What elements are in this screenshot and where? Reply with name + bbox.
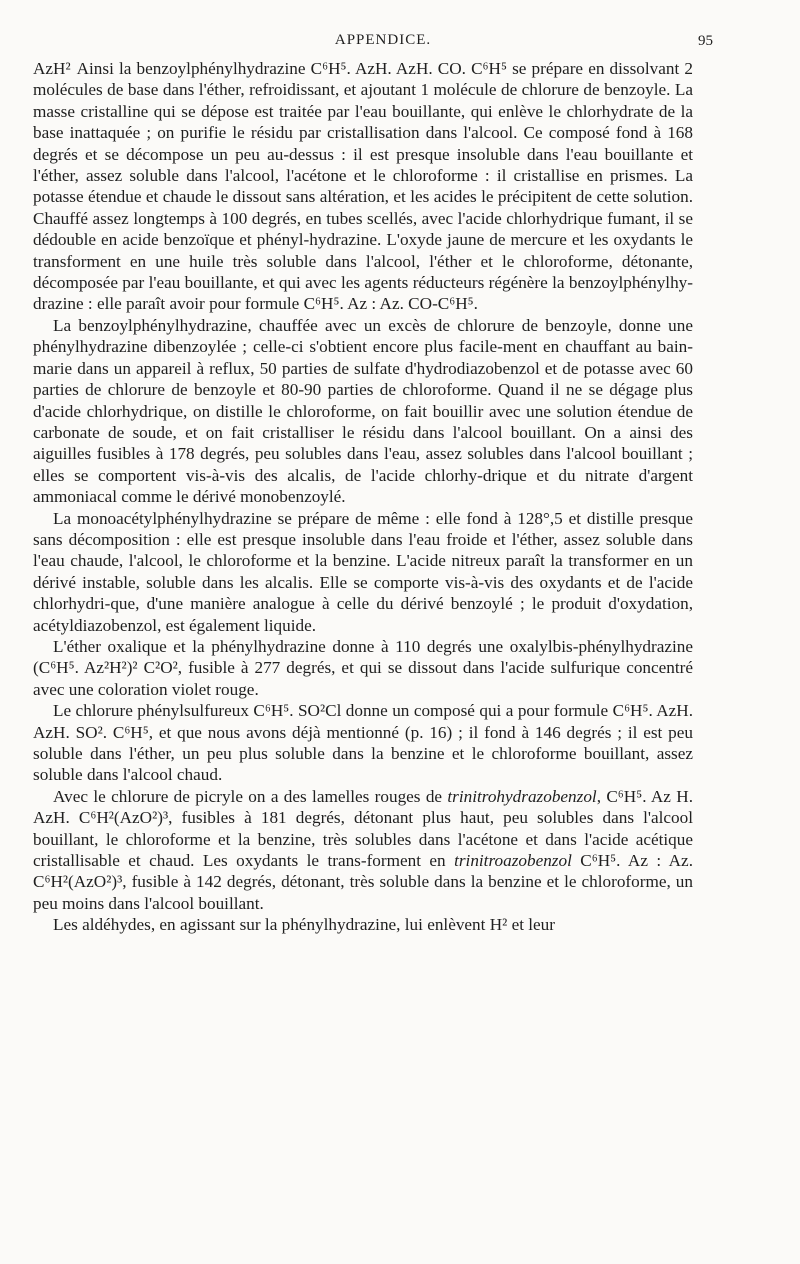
paragraph-text: La monoacétylphénylhydrazine se prépare de même : elle fond à 128°,5 et distille presque sans décomposition : elle est presque insoluble dans l'eau froide et l'éther, assez soluble dans l'eau chaude, l'alcool, le chloroforme et la benzine. L'acide nitreux paraît la transformer en un dérivé instable, soluble dans les alcalis. Elle se comporte vis-à-vis des oxydants et de l'acide chlorhydri-que, d'une manière analogue à celle du dérivé benzoylé ; le produit d'oxydation, acétyldiazobenzol, est également liquide. [33,508,693,635]
page-number: 95 [698,33,713,49]
paragraph-lead: AzH² [33,59,71,78]
paragraph-4 [33,636,693,700]
paragraph-text: , C⁶H⁵. Az H. AzH. C⁶H²(AzO²)³, fusibles à 181 degrés, détonant plus haut, peu solubles dans l'alcool bouillant, le chloroforme et la benzine, très solubles dans l'acétone et dans l'acide acétique cristallisable et chaud. Les oxydants le trans-forment en [33,786,693,871]
paragraph-text: Ainsi la benzoylphénylhydrazine C⁶H⁵. AzH. AzH. CO. C⁶H⁵ se prépare en dissolvant 2 molécules de base dans l'éther, refroidissant, et ajoutant 1 molécule de chlorure de benzoyle. La masse cristalline qui se dépose est traitée par l'eau bouillante, qui enlève le chlorhydrate de la base inattaquée ; on purifie le résidu par cristallisation dans l'alcool. Ce composé fond à 168 degrés et se décompose un peu au-dessus : il est presque insoluble dans l'eau bouillante et l'éther, assez soluble dans l'alcool, l'acétone et le chloroforme : il cristallise en prismes. La potasse étendue et chaude le dissout sans altération, et les acides le précipitent de cette solution. Chauffé assez longtemps à 100 degrés, en tubes scellés, avec l'acide chlorhydrique fumant, il se dédouble en acide benzoïque et phényl-hydrazine. L'oxyde jaune de mercure et les oxydants le transforment en une huile très soluble dans l'alcool, l'éther et le chloroforme, détonante, décomposée par l'eau bouillante, et qui avec les agents réducteurs régénère la benzoylphénylhy-drazine : elle paraît avoir pour formule C⁶H⁵. Az : Az. CO-C⁶H⁵. [33,59,693,314]
paragraph-2 [33,315,693,508]
paragraph-text: Le chlorure phénylsulfureux C⁶H⁵. SO²Cl donne un composé qui a pour formule C⁶H⁵. AzH. AzH. SO². C⁶H⁵, et que nous avons déjà mentionné (p. 16) ; il fond à 146 degrés ; il est peu soluble dans l'éther, un peu plus soluble dans la benzine et le chloroforme bouillant, assez soluble dans l'alcool chaud. [33,701,693,785]
body-text [33,58,693,936]
paragraph-text: L'éther oxalique et la phénylhydrazine donne à 110 degrés une oxalylbis-phénylhydrazine (C⁶H⁵. Az²H²)² C²O², fusible à 277 degrés, et qui se dissout dans l'acide sulfurique concentré avec une coloration violet rouge. [33,636,693,699]
paragraph-5 [33,700,693,786]
paragraph-text: Avec le chlorure de picryle on a des lamelles rouges de [53,786,448,806]
page-header [33,32,713,58]
paragraph-text: La benzoylphénylhydrazine, chauffée avec un excès de chlorure de benzoyle, donne une phénylhydrazine dibenzoylée ; celle-ci s'obtient encore plus facile-ment en chauffant au bain-marie dans un appareil à reflux, 50 parties de sulfate d'hydrodiazobenzol et de potasse avec 60 parties de chlorure de benzoyle et 80-90 parties de chloroforme. Quand il ne se dégage plus d'acide chlorhydrique, on distille le chloroforme, on fait bouillir avec une solution étendue de carbonate de soude, et on fait cristalliser le résidu dans l'alcool bouillant. On a ainsi des aiguilles fusibles à 178 degrés, peu solubles dans l'eau, assez solubles dans l'alcool bouillant ; elles se comportent vis-à-vis des alcalis, de l'acide chlorhy-drique et du nitrate d'argent ammoniacal comme le dérivé monobenzoylé. [33,315,693,507]
compound-name: trinitrohydrazobenzol [447,786,597,806]
paragraph-6 [33,786,693,914]
paragraph-text: Les aldéhydes, en agissant sur la phénylhydrazine, lui enlèvent H² et leur [53,915,555,935]
paragraph-3 [33,508,693,636]
compound-name: trinitroazobenzol [454,851,572,871]
paragraph-1 [33,58,693,315]
paragraph-text: C⁶H⁵. Az : Az. C⁶H²(AzO²)³, fusible à 142 degrés, détonant, très soluble dans la benzine et le chloroforme, un peu moins dans l'alcool bouillant. [33,851,693,913]
running-title: APPENDICE. [334,32,432,48]
paragraph-7 [33,914,693,935]
